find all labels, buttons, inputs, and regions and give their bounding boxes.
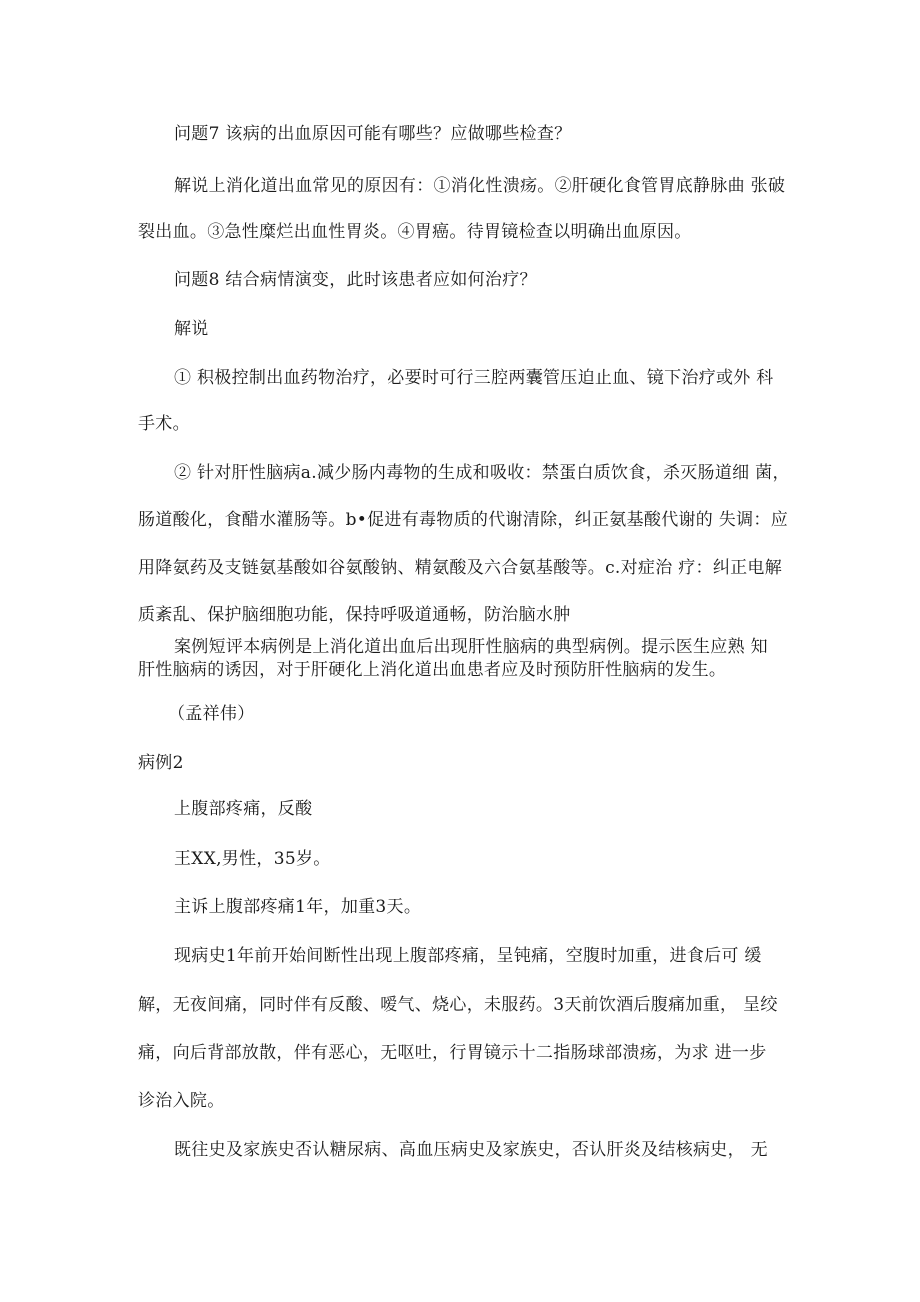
present-illness-line-3: 痛，向后背部放散，伴有恶心，无呕吐，行胃镜示十二指肠球部溃疡，为求 进一步 bbox=[138, 1043, 767, 1063]
answer-8-point-2-line-4: 质紊乱、保护脑细胞功能，保持呼吸道通畅，防治脑水肿 bbox=[138, 605, 571, 625]
case-2-heading: 病例2 bbox=[138, 753, 184, 773]
case-review-line-1: 案例短评本病例是上消化道出血后出现肝性脑病的典型病例。提示医生应熟 知 bbox=[174, 637, 768, 657]
present-illness-line-1: 现病史1年前开始间断性出现上腹部疼痛，呈钝痛，空腹时加重，进食后可 缓 bbox=[174, 946, 762, 966]
present-illness-line-4: 诊治入院。 bbox=[138, 1091, 225, 1111]
answer-8-point-1-line-2: 手术。 bbox=[138, 414, 190, 434]
past-history-line-1: 既往史及家族史否认糖尿病、高血压病史及家族史，否认肝炎及结核病史， 无 bbox=[174, 1140, 768, 1160]
case-review-line-2: 肝性脑病的诱因，对于肝硬化上消化道出血患者应及时预防肝性脑病的发生。 bbox=[138, 660, 727, 680]
case-2-title: 上腹部疼痛，反酸 bbox=[174, 799, 313, 819]
answer-7-line-1: 解说上消化道出血常见的原因有：①消化性溃疡。②肝硬化食管胃底静脉曲 张破 bbox=[174, 176, 786, 196]
answer-7-line-2: 裂出血。③急性糜烂出血性胃炎。④胃癌。待胃镜检查以明确出血原因。 bbox=[138, 222, 692, 242]
answer-8-point-2-line-1: ② 针对肝性脑病a.减少肠内毒物的生成和吸收：禁蛋白质饮食，杀灭肠道细 菌， bbox=[174, 463, 790, 483]
question-7: 问题7 该病的出血原因可能有哪些？应做哪些检查？ bbox=[174, 124, 572, 144]
chief-complaint: 主诉上腹部疼痛1年，加重3天。 bbox=[174, 897, 422, 917]
present-illness-line-2: 解，无夜间痛，同时伴有反酸、嗳气、烧心，未服药。3天前饮酒后腹痛加重， 呈绞 bbox=[138, 995, 778, 1015]
patient-info: 王XX,男性，35岁。 bbox=[174, 849, 331, 869]
answer-8-heading: 解说 bbox=[174, 319, 209, 339]
answer-8-point-1-line-1: ① 积极控制出血药物治疗，必要时可行三腔两囊管压迫止血、镜下治疗或外 科 bbox=[174, 368, 774, 388]
question-8: 问题8 结合病情演变，此时该患者应如何治疗？ bbox=[174, 270, 537, 290]
answer-8-point-2-line-2: 肠道酸化，食醋水灌肠等。b•促进有毒物质的代谢清除，纠正氨基酸代谢的 失调：应 bbox=[138, 510, 789, 530]
author: （孟祥伟） bbox=[168, 704, 255, 724]
answer-8-point-2-line-3: 用降氨药及支链氨基酸如谷氨酸钠、精氨酸及六合氨基酸等。c.对症治 疗：纠正电解 bbox=[138, 558, 783, 578]
